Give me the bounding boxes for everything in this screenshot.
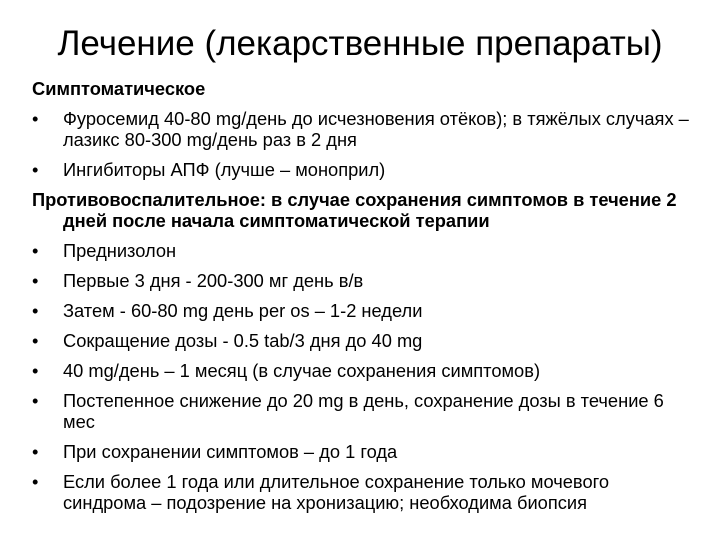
list-item: [32, 240, 692, 261]
bullet-icon: •: [32, 159, 39, 180]
list-item-text: Первые 3 дня - 200-300 мг день в/в: [63, 270, 364, 291]
slide-title: Лечение (лекарственные препараты): [57, 24, 663, 63]
slide-content: [32, 78, 692, 522]
list-item-text: 40 mg/день – 1 месяц (в случае сохранения симптомов): [63, 360, 541, 381]
bullet-icon: •: [32, 300, 39, 321]
bullet-icon: •: [32, 240, 39, 261]
list-item-text: Постепенное снижение до 20 mg в день, сохранение дозы в течение 6 мес: [63, 390, 664, 432]
list-item-text: При сохранении симптомов – до 1 года: [63, 441, 398, 462]
list-item: [32, 108, 692, 150]
bullet-icon: •: [32, 441, 39, 462]
bullet-icon: •: [32, 330, 39, 351]
section-heading-symptomatic: Симптоматическое: [32, 78, 206, 99]
list-item-text: Затем - 60-80 mg день per os – 1-2 недели: [63, 300, 423, 321]
list-item: [32, 471, 692, 513]
list-item: [32, 270, 692, 291]
list-item-text: Сокращение дозы - 0.5 tab/3 дня до 40 mg: [63, 330, 423, 351]
list-item-text: Фуросемид 40-80 mg/день до исчезновения отёков); в тяжёлых случаях – лазикс 80-300 mg/день раз в 2 дня: [63, 108, 689, 150]
bullet-icon: •: [32, 471, 39, 492]
bullet-icon: •: [32, 360, 39, 381]
list-item: [32, 441, 692, 462]
list-item-text: Преднизолон: [63, 240, 177, 261]
section-heading-anti-inflammatory: Противовоспалительное: в случае сохранения симптомов в течение 2 дней после начала симптоматической терапии: [32, 189, 677, 231]
bullet-icon: •: [32, 270, 39, 291]
list-item: [32, 330, 692, 351]
list-item: [32, 300, 692, 321]
list-item-text: Если более 1 года или длительное сохранение только мочевого синдрома – подозрение на хронизацию; необходима биопсия: [63, 471, 610, 513]
list-item-text: Ингибиторы АПФ (лучше – моноприл): [63, 159, 386, 180]
list-item: [32, 159, 692, 180]
bullet-icon: •: [32, 390, 39, 411]
list-item: [32, 390, 692, 432]
bullet-icon: •: [32, 108, 39, 129]
list-item: [32, 360, 692, 381]
